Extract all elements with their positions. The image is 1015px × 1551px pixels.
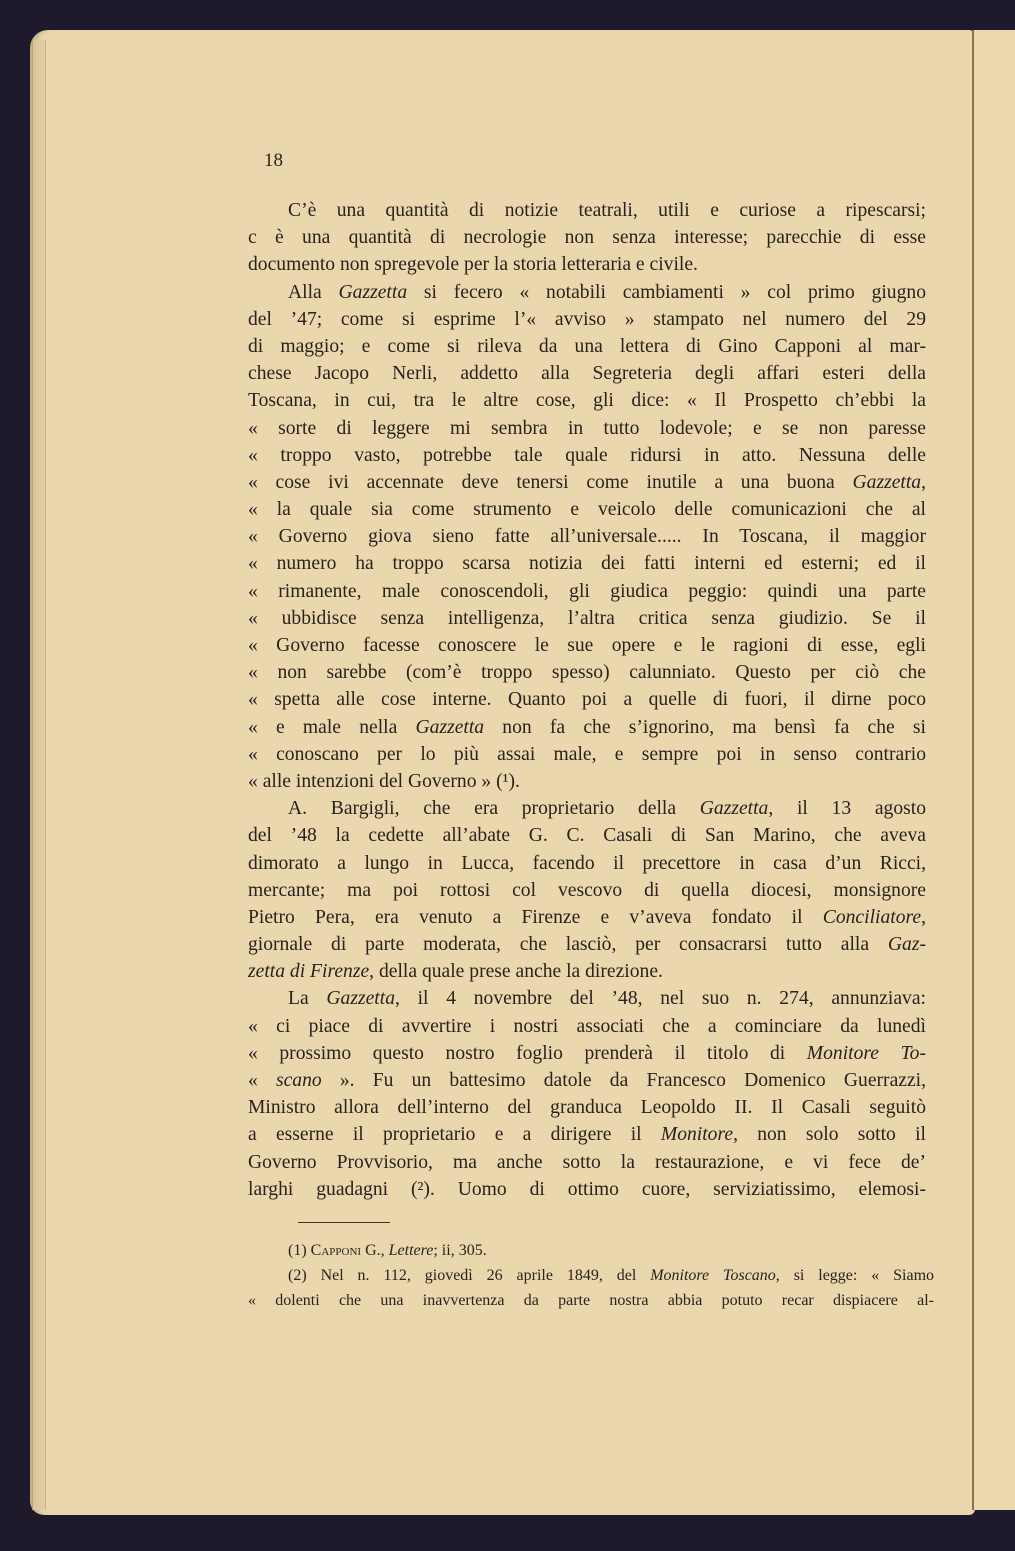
footnote-number: (1) — [288, 1242, 311, 1259]
page-number: 18 — [264, 150, 283, 171]
text-segment: non fa che s’ignorino, ma bensì fa che si — [484, 716, 926, 738]
footnote-text: G., — [361, 1242, 389, 1259]
text-line: « spetta alle cose interne. Quanto poi a quelle di fuori, il dirne poco — [248, 689, 926, 711]
text-line — [248, 795, 926, 822]
text-line — [248, 1067, 926, 1094]
text-segment: ». Fu un battesimo datole da Francesco Domenico Guerrazzi, — [321, 1070, 926, 1091]
footnote-text: , si legge: « Siamo — [775, 1267, 935, 1284]
text-segment: Pietro Pera, era venuto a Firenze e v’aveva fondato il — [248, 906, 823, 928]
text-segment: , non solo sotto il — [733, 1124, 926, 1146]
text-segment: , — [921, 471, 926, 493]
text-line: Toscana, in cui, tra le altre cose, gli dice: « Il Prospetto ch’ebbi la — [248, 390, 926, 412]
text-line — [248, 1040, 926, 1067]
footnote-separator — [298, 1222, 390, 1223]
text-line — [248, 1121, 926, 1148]
text-line: chese Jacopo Nerli, addetto alla Segreteria degli affari esteri della — [248, 363, 926, 385]
footnote-text: Nel n. 112, giovedì 26 aprile 1849, del — [320, 1267, 651, 1284]
italic-title: scano — [275, 1070, 322, 1091]
text-line: « rimanente, male conoscendoli, gli giudica peggio: quindi una parte — [248, 580, 926, 602]
text-line: larghi guadagni (²). Uomo di ottimo cuore, serviziatissimo, elemosi- — [248, 1178, 926, 1200]
text-segment: « cose ivi accennate deve tenersi come inutile a una buona — [248, 471, 853, 493]
text-line: « alle intenzioni del Governo » (¹). — [248, 770, 520, 792]
text-line: Governo Provvisorio, ma anche sotto la restaurazione, e vi fece de’ — [248, 1151, 926, 1173]
text-segment: « — [248, 1070, 276, 1091]
italic-title: Conciliatore — [822, 906, 922, 928]
text-line: « ci piace di avvertire i nostri associati che a cominciare da lunedì — [248, 1015, 926, 1037]
text-line: Ministro allora dell’interno del granduca Leopoldo II. Il Casali seguitò — [248, 1097, 926, 1119]
italic-title: Gazzetta — [699, 798, 769, 820]
text-line: mercante; ma poi rottosi col vescovo di quella diocesi, monsignore — [248, 879, 926, 901]
text-segment: A. Bargigli, che era proprietario della — [288, 798, 700, 820]
text-segment: giornale di parte moderata, che lasciò, per consacrarsi tutto alla — [248, 934, 888, 956]
footnote-title: Monitore Toscano — [650, 1267, 776, 1284]
text-segment: Alla — [288, 281, 339, 303]
footnote-1 — [248, 1238, 934, 1263]
text-line: « Governo giova sieno fatte all’universale..... In Toscana, il maggior — [248, 526, 926, 548]
footnote-text: ; ii, 305. — [433, 1242, 487, 1259]
text-line — [248, 931, 926, 958]
italic-title: zetta di Firenze — [248, 961, 370, 983]
italic-title: Gaz- — [887, 934, 926, 956]
italic-title: Gazzetta — [338, 281, 408, 303]
text-line: « la quale sia come strumento e veicolo delle comunicazioni che al — [248, 499, 926, 521]
italic-title: Gazzetta — [326, 988, 395, 1010]
text-segment: , della quale prese anche la direzione. — [369, 961, 663, 983]
text-line: di maggio; e come si rileva da una lettera di Gino Capponi al mar- — [248, 335, 926, 357]
text-line: c è una quantità di necrologie non senza interesse; parecchie di esse — [248, 227, 926, 249]
text-line: « troppo vasto, potrebbe tale quale ridursi in atto. Nessuna delle — [248, 444, 926, 466]
text-segment: , il 4 novembre del ’48, nel suo n. 274, annunziava: — [394, 988, 926, 1010]
text-segment: a esserne il proprietario e a dirigere il — [248, 1124, 661, 1146]
footnote-2-continuation: « dolenti che una inavvertenza da parte nostra abbia potuto recar dispiacere al- — [248, 1292, 934, 1309]
footnote-number: (2) — [288, 1267, 321, 1284]
text-segment: , — [921, 906, 926, 928]
text-line: « ubbidisce senza intelligenza, l’altra critica senza giudizio. Se il — [248, 607, 926, 629]
text-line: documento non spregevole per la storia letteraria e civile. — [248, 254, 698, 276]
body-text — [248, 197, 926, 1203]
footnote-title: Lettere — [388, 1242, 434, 1259]
italic-title: Gazzetta — [852, 471, 922, 493]
text-line: C’è una quantità di notizie teatrali, utili e curiose a ripescarsi; — [288, 200, 926, 221]
text-line — [248, 958, 926, 985]
text-segment: , il 13 agosto — [768, 798, 926, 820]
text-line: « sorte di leggere mi sembra in tutto lodevole; e se non paresse — [248, 417, 926, 439]
italic-title: Monitore To- — [806, 1042, 926, 1064]
text-line: dimorato a lungo in Lucca, facendo il precettore in casa d’un Ricci, — [248, 852, 926, 874]
text-line: « non sarebbe (com’è troppo spesso) calunniato. Questo per ciò che — [248, 662, 926, 684]
text-line: del ’47; come si esprime l’« avviso » stampato nel numero del 29 — [248, 308, 926, 330]
text-line: « conoscano per lo più assai male, e sempre poi in senso contrario — [248, 743, 926, 765]
footnotes — [248, 1238, 934, 1313]
footnote-2 — [248, 1263, 934, 1288]
text-segment: « prossimo questo nostro foglio prenderà il titolo di — [248, 1042, 807, 1064]
page-stack-edge — [32, 40, 46, 1510]
text-segment: « e male nella — [248, 716, 416, 738]
adjacent-page-edge — [972, 30, 1015, 1510]
italic-title: Gazzetta — [415, 716, 485, 738]
text-line — [248, 904, 926, 931]
text-line: « numero ha troppo scarsa notizia dei fatti interni ed esterni; ed il — [248, 553, 926, 575]
italic-title: Monitore — [660, 1124, 734, 1146]
footnote-author: Capponi — [310, 1242, 362, 1259]
text-segment: La — [288, 988, 327, 1010]
text-line — [248, 279, 926, 306]
text-line: del ’48 la cedette all’abate G. C. Casali di San Marino, che aveva — [248, 825, 926, 847]
text-line — [248, 714, 926, 741]
text-line — [248, 985, 926, 1012]
text-line: « Governo facesse conoscere le sue opere e le ragioni di esse, egli — [248, 635, 926, 656]
text-line — [248, 469, 926, 496]
text-segment: si fecero « notabili cambiamenti » col primo giugno — [407, 281, 926, 303]
